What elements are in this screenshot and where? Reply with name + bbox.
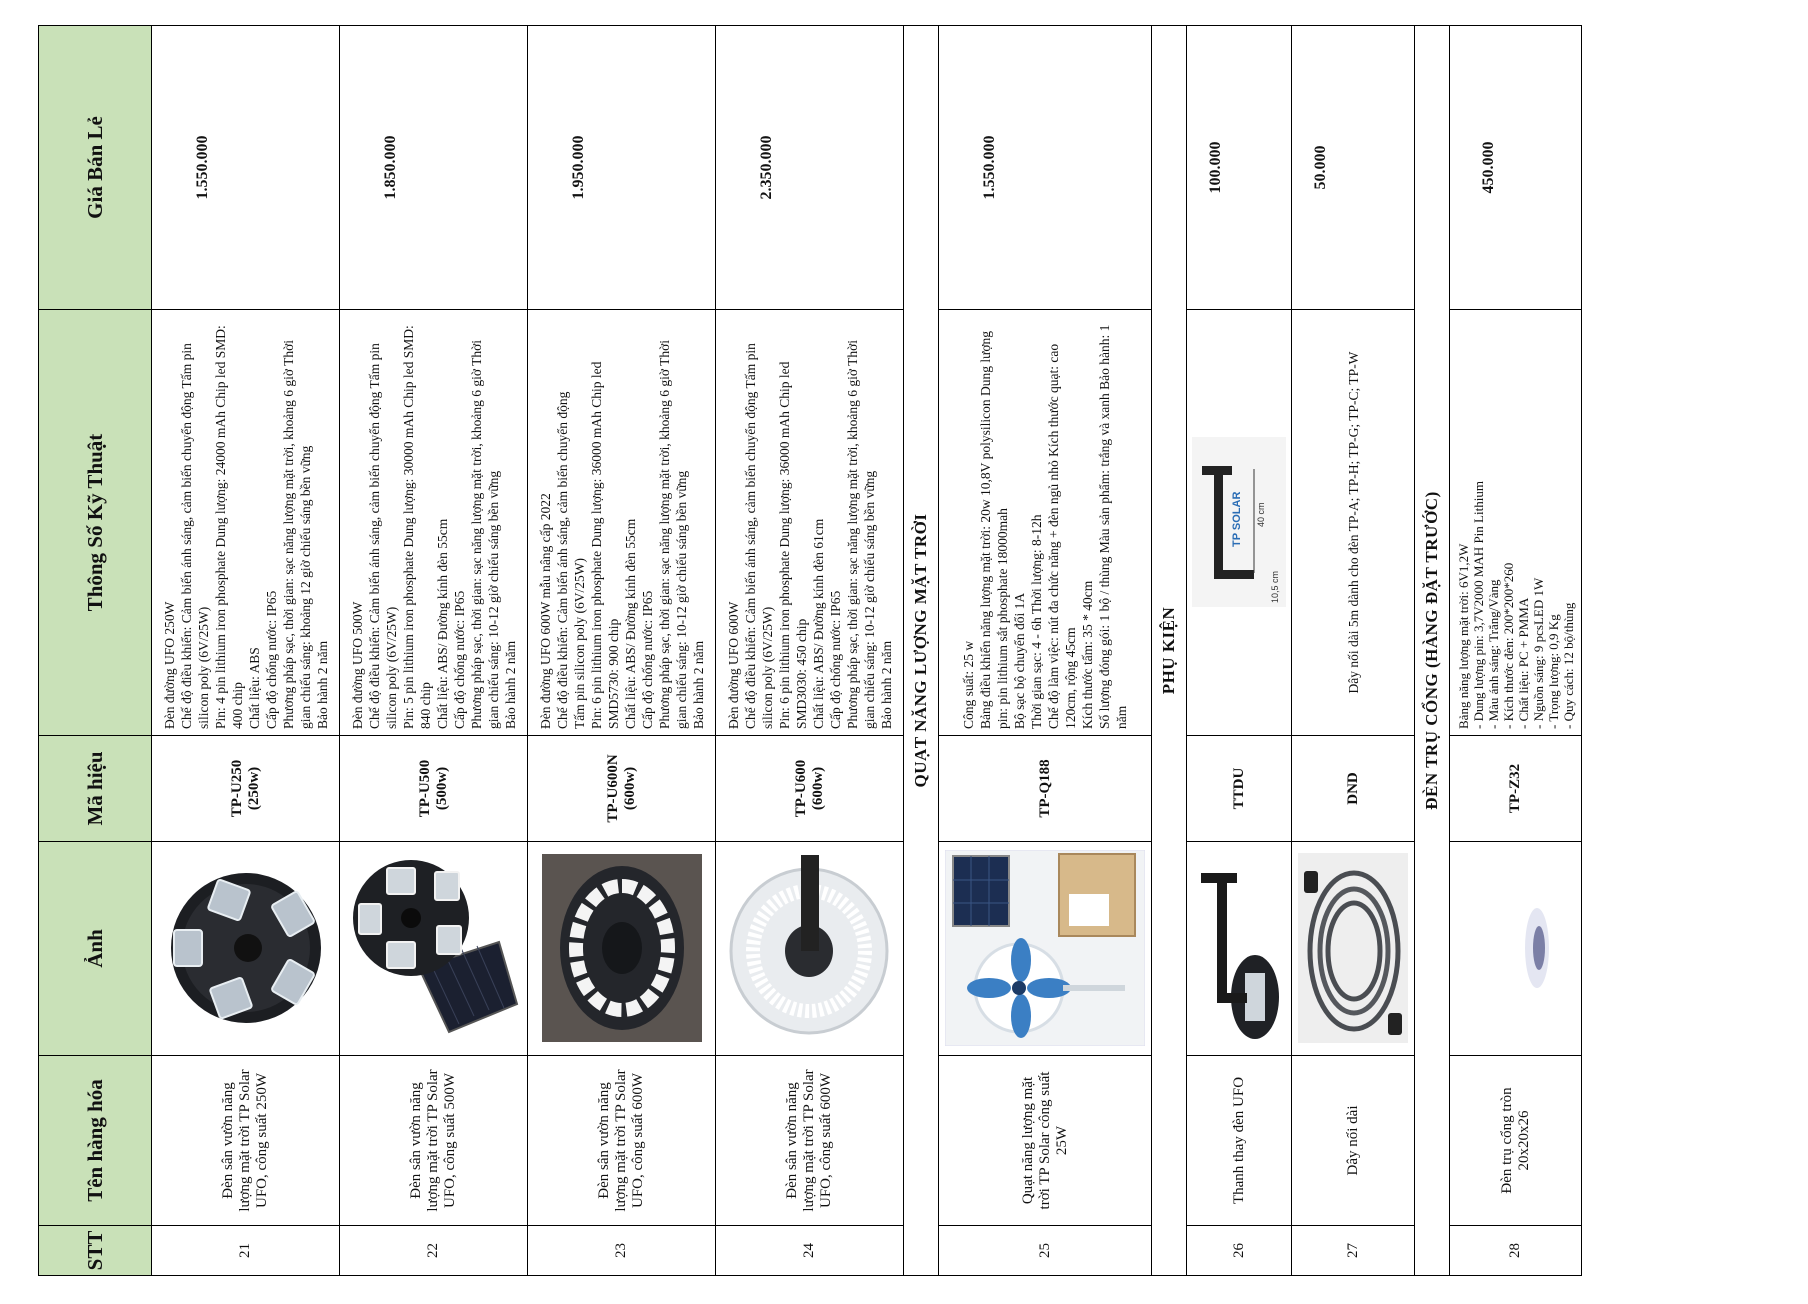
table-row: [939, 26, 1152, 1276]
ufo-replacement-arm-photo: [1193, 854, 1285, 1044]
table-row: [528, 26, 716, 1276]
ufo-600w-lamp-side-photo: [725, 854, 895, 1044]
row-stt: 26: [1187, 1226, 1292, 1276]
ufo-600w-upgraded-lamp-photo: [542, 855, 702, 1043]
product-spec: Công suất: 25 w Bảng điều khiển năng lượng mặt trời: 20w 10,8V polysilicon Dung lượng pin: pin lithium sắt phosphate 18000mah Bộ sạc bộ chuyển đổi 1A Thời gian sạc: 4 - 6h Thời lượng: 8-12h Chế độ làm việc: nút đa chức năng + đèn ngủ nhỏ Kích thước quạt: cao 120cm, rộng 45cm Kích thước tấm: 35 * 40cm Số lượng đóng gói: 1 bộ / thùng Màu sản phẩm: trắng và xanh Bảo hành: 1 năm: [939, 310, 1152, 736]
product-price: 1.950.000: [528, 26, 716, 310]
product-price: 1.550.000: [152, 26, 340, 310]
product-image: [1292, 842, 1415, 1056]
header-price: Giá Bán Lẻ: [39, 26, 152, 310]
product-code: DND: [1292, 736, 1415, 842]
header-row: [39, 26, 152, 1276]
row-stt: 23: [528, 1226, 716, 1276]
arm-logo-text: TP SOLAR: [1231, 492, 1243, 548]
gate-post-lamp-photo: [1481, 889, 1551, 1009]
table-row: [152, 26, 340, 1276]
table-row: [340, 26, 528, 1276]
extension-cable-photo: [1298, 854, 1408, 1044]
product-name: Đèn sân vườn năng lượng mặt trời TP Solar UFO, công suất 250W: [152, 1056, 340, 1226]
row-stt: 21: [152, 1226, 340, 1276]
product-code: TP-Q188: [939, 736, 1152, 842]
row-stt: 25: [939, 1226, 1152, 1276]
product-price: 1.550.000: [939, 26, 1152, 310]
product-image: [340, 842, 528, 1056]
product-price: 450.000: [1450, 26, 1582, 310]
product-code: TP-U600N (600w): [528, 736, 716, 842]
product-image: [1450, 842, 1582, 1056]
table-row: [1450, 26, 1582, 1276]
product-spec: Bảng năng lượng mặt trời: 6V1,2W - Dung lượng pin: 3,7V2000 MAH Pin Lithium - Màu ánh sáng: Trắng/Vàng - Kích thước đèn: 200*200*260 - Chất liệu: PC + PMMA - Nguồn sáng: 9 pcsLED 1W - Trọng lượng: 0,9 Kg - Quy cách: 12 bộ/thùng: [1450, 310, 1582, 736]
product-spec: [1187, 310, 1292, 736]
product-spec: Đèn đường UFO 250W Chế độ điều khiển: Cảm biến ánh sáng, cảm biến chuyển động Tấm pin silicon poly (6V/25W) Pin: 4 pin lithium iron phosphate Dung lượng: 24000 mAh Chip led SMD: 400 chip Chất liệu: ABS Cấp độ chống nước: IP65 Phương pháp sạc, thời gian: sạc năng lượng mặt trời, khoảng 6 giờ Thời gian chiếu sáng: khoảng 12 giờ chiếu sáng bền vững Bảo hành 2 năm: [152, 310, 340, 736]
header-stt: STT: [39, 1226, 152, 1276]
product-name: Đèn sân vườn năng lượng mặt trời TP Solar UFO, công suất 600W: [716, 1056, 904, 1226]
product-image: [152, 842, 340, 1056]
product-spec: Đèn đường UFO 600W Chế độ điều khiển: Cảm biến ánh sáng, cảm biến chuyển động Tấm pin silicon poly (6V/25W) Pin: 6 pin lithium iron phosphate Dung lượng: 36000 mAh Chip led SMD3030: 450 chip Chất liệu: ABS/ Đường kính đèn 61cm Cấp độ chống nước: IP65 Phương pháp sạc, thời gian: sạc năng lượng mặt trời, khoảng 6 giờ Thời gian chiếu sáng: 10-12 giờ chiếu sáng bền vững Bảo hành 2 năm: [716, 310, 904, 736]
product-image: [528, 842, 716, 1056]
product-name: Đèn trụ cổng tròn 20x20x26: [1450, 1056, 1582, 1226]
ufo-500w-lamp-with-panel-photo: [349, 859, 519, 1039]
header-image: Ảnh: [39, 842, 152, 1056]
header-code: Mã hiệu: [39, 736, 152, 842]
row-stt: 24: [716, 1226, 904, 1276]
section-title-gate: ĐÈN TRỤ CỔNG (HÀNG ĐẶT TRƯỚC): [1415, 26, 1450, 1276]
section-title-fan: QUẠT NĂNG LƯỢNG MẶT TRỜI: [904, 26, 939, 1276]
product-name: Thanh thay đèn UFO: [1187, 1056, 1292, 1226]
product-name: Dây nối dài: [1292, 1056, 1415, 1226]
product-table: [38, 25, 1582, 1276]
product-image: [939, 842, 1152, 1056]
product-code: TP-Z32: [1450, 736, 1582, 842]
section-title-accessories: PHỤ KIỆN: [1152, 26, 1187, 1276]
product-image: [1187, 842, 1292, 1056]
product-price: 2.350.000: [716, 26, 904, 310]
section-row: [1152, 26, 1187, 1276]
header-name: Tên hàng hóa: [39, 1056, 152, 1226]
table-row: [1292, 26, 1415, 1276]
product-code: TP-U600 (600w): [716, 736, 904, 842]
arm-dimension-photo: [1192, 438, 1286, 608]
product-spec: Đèn đường UFO 500W Chế độ điều khiển: Cảm biến ánh sáng, cảm biến chuyển động Tấm pin silicon poly (6V/25W) Pin: 5 pin lithium iron phosphate Dung lượng: 30000 mAh Chip led SMD: 840 chip Chất liệu: ABS/ Đường kính đèn 55cm Cấp độ chống nước: IP65 Phương pháp sạc, thời gian: sạc năng lượng mặt trời, khoảng 6 giờ Thời gian chiếu sáng: 10-12 giờ chiếu sáng bền vững Bảo hành 2 năm: [340, 310, 528, 736]
product-price: 50.000: [1292, 26, 1415, 310]
product-price: 1.850.000: [340, 26, 528, 310]
product-code: TTDU: [1187, 736, 1292, 842]
product-code: TP-U500 (500w): [340, 736, 528, 842]
table-row: [1187, 26, 1292, 1276]
arm-height-label: 10,5 cm: [1270, 571, 1280, 604]
section-row: [1415, 26, 1450, 1276]
row-stt: 28: [1450, 1226, 1582, 1276]
row-stt: 22: [340, 1226, 528, 1276]
product-name: Quạt năng lượng mặt trời TP Solar công suất 25W: [939, 1056, 1152, 1226]
product-name: Đèn sân vườn năng lượng mặt trời TP Solar UFO, công suất 600W: [528, 1056, 716, 1226]
product-name: Đèn sân vườn năng lượng mặt trời TP Solar UFO, công suất 500W: [340, 1056, 528, 1226]
product-spec: Đèn đường UFO 600W mẫu nâng cấp 2022 Chế độ điều khiển: Cảm biến ánh sáng, cảm biến chuyển động Tấm pin silicon poly (6V/25W) Pin: 6 pin lithium iron phosphate Dung lượng: 36000 mAh Chip led SMD5730: 900 chip Chất liệu: ABS/ Đường kính đèn 55cm Cấp độ chống nước: IP65 Phương pháp sạc, thời gian: sạc năng lượng mặt trời, khoảng 6 giờ Thời gian chiếu sáng: 10-12 giờ chiếu sáng bền vững Bảo hành 2 năm: [528, 310, 716, 736]
arm-length-label: 40 cm: [1256, 502, 1266, 528]
row-stt: 27: [1292, 1226, 1415, 1276]
section-row: [904, 26, 939, 1276]
product-code: TP-U250 (250w): [152, 736, 340, 842]
table-row: [716, 26, 904, 1276]
product-spec: Dây nối dài 5m dành cho đèn TP-A; TP-H; TP-G; TP-C; TP-W: [1292, 310, 1415, 736]
header-spec: Thông Số Kỹ Thuật: [39, 310, 152, 736]
product-price: 100.000: [1187, 26, 1292, 310]
ufo-250w-lamp-photo: [166, 869, 326, 1029]
solar-fan-kit-photo: [945, 851, 1145, 1047]
product-image: [716, 842, 904, 1056]
